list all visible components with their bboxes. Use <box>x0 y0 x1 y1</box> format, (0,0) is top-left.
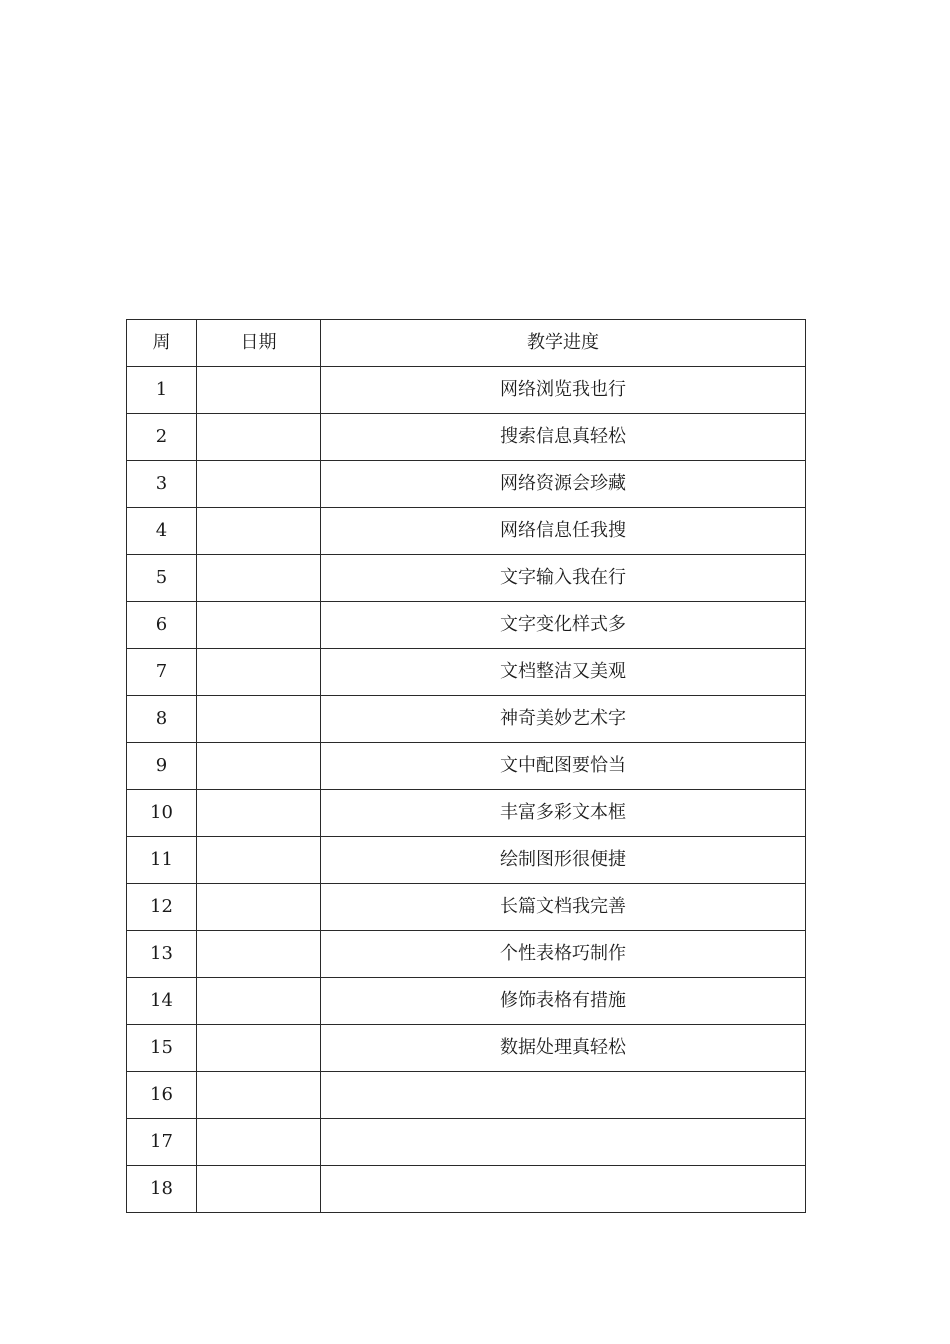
table-row <box>127 555 806 602</box>
date-cell <box>197 978 321 1025</box>
week-cell: 3 <box>127 461 197 508</box>
table-row <box>127 414 806 461</box>
week-cell: 6 <box>127 602 197 649</box>
week-cell: 8 <box>127 696 197 743</box>
date-cell <box>197 790 321 837</box>
date-cell <box>197 931 321 978</box>
week-cell: 11 <box>127 837 197 884</box>
week-cell: 14 <box>127 978 197 1025</box>
header-row <box>127 320 806 367</box>
date-cell <box>197 743 321 790</box>
progress-cell: 丰富多彩文本框 <box>321 790 806 837</box>
progress-cell: 文档整洁又美观 <box>321 649 806 696</box>
date-cell <box>197 508 321 555</box>
header-date: 日期 <box>197 320 321 367</box>
table-row <box>127 837 806 884</box>
table-row <box>127 790 806 837</box>
table-body <box>127 367 806 1213</box>
week-cell: 1 <box>127 367 197 414</box>
table-row <box>127 461 806 508</box>
progress-cell <box>321 1119 806 1166</box>
date-cell <box>197 414 321 461</box>
progress-cell: 搜索信息真轻松 <box>321 414 806 461</box>
date-cell <box>197 555 321 602</box>
table-row <box>127 931 806 978</box>
table-row <box>127 649 806 696</box>
week-cell: 10 <box>127 790 197 837</box>
date-cell <box>197 1025 321 1072</box>
progress-cell <box>321 1166 806 1213</box>
table-row <box>127 1072 806 1119</box>
table-header <box>127 320 806 367</box>
week-cell: 12 <box>127 884 197 931</box>
date-cell <box>197 696 321 743</box>
date-cell <box>197 837 321 884</box>
date-cell <box>197 1072 321 1119</box>
week-cell: 9 <box>127 743 197 790</box>
table-row <box>127 1166 806 1213</box>
header-progress: 教学进度 <box>321 320 806 367</box>
date-cell <box>197 367 321 414</box>
progress-cell: 文中配图要恰当 <box>321 743 806 790</box>
table-row <box>127 1119 806 1166</box>
week-cell: 16 <box>127 1072 197 1119</box>
progress-cell: 文字变化样式多 <box>321 602 806 649</box>
progress-cell: 网络信息任我搜 <box>321 508 806 555</box>
table-row <box>127 743 806 790</box>
week-cell: 7 <box>127 649 197 696</box>
progress-cell: 数据处理真轻松 <box>321 1025 806 1072</box>
progress-cell: 修饰表格有措施 <box>321 978 806 1025</box>
week-cell: 18 <box>127 1166 197 1213</box>
week-cell: 13 <box>127 931 197 978</box>
table-row <box>127 884 806 931</box>
table-row <box>127 1025 806 1072</box>
date-cell <box>197 649 321 696</box>
progress-cell <box>321 1072 806 1119</box>
progress-cell: 个性表格巧制作 <box>321 931 806 978</box>
week-cell: 2 <box>127 414 197 461</box>
week-cell: 5 <box>127 555 197 602</box>
table-row <box>127 978 806 1025</box>
progress-cell: 文字输入我在行 <box>321 555 806 602</box>
date-cell <box>197 602 321 649</box>
date-cell <box>197 1166 321 1213</box>
table-row <box>127 602 806 649</box>
table-row <box>127 367 806 414</box>
progress-cell: 神奇美妙艺术字 <box>321 696 806 743</box>
week-cell: 15 <box>127 1025 197 1072</box>
progress-cell: 长篇文档我完善 <box>321 884 806 931</box>
date-cell <box>197 884 321 931</box>
week-cell: 17 <box>127 1119 197 1166</box>
week-cell: 4 <box>127 508 197 555</box>
table-row <box>127 508 806 555</box>
progress-cell: 网络资源会珍藏 <box>321 461 806 508</box>
table-row <box>127 696 806 743</box>
progress-cell: 网络浏览我也行 <box>321 367 806 414</box>
teaching-schedule-table <box>126 319 806 1213</box>
progress-cell: 绘制图形很便捷 <box>321 837 806 884</box>
header-week: 周 <box>127 320 197 367</box>
date-cell <box>197 461 321 508</box>
date-cell <box>197 1119 321 1166</box>
